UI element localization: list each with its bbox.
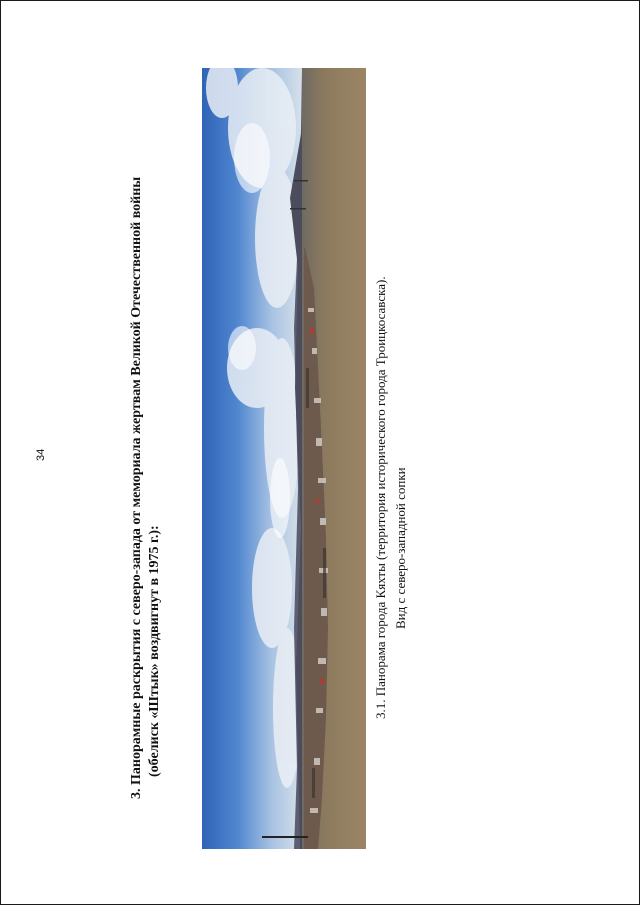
heading-line-1: 3. Панорамные раскрытия с северо-запада от мемориала жертвам Великой Отечественной войны: [129, 176, 144, 799]
page-number: 34: [35, 448, 47, 461]
section-heading: [128, 109, 164, 799]
caption-line-1: 3.1. Панорама города Кяхты (территория исторического города Троицкосавска).: [373, 276, 388, 719]
panorama-photo: [202, 68, 366, 849]
caption-line-2: Вид с северо-западной сопки: [393, 467, 408, 629]
figure-caption: [371, 159, 411, 719]
heading-line-2: (обелиск «Штык» воздвигнут в 1975 г.):: [147, 525, 162, 777]
